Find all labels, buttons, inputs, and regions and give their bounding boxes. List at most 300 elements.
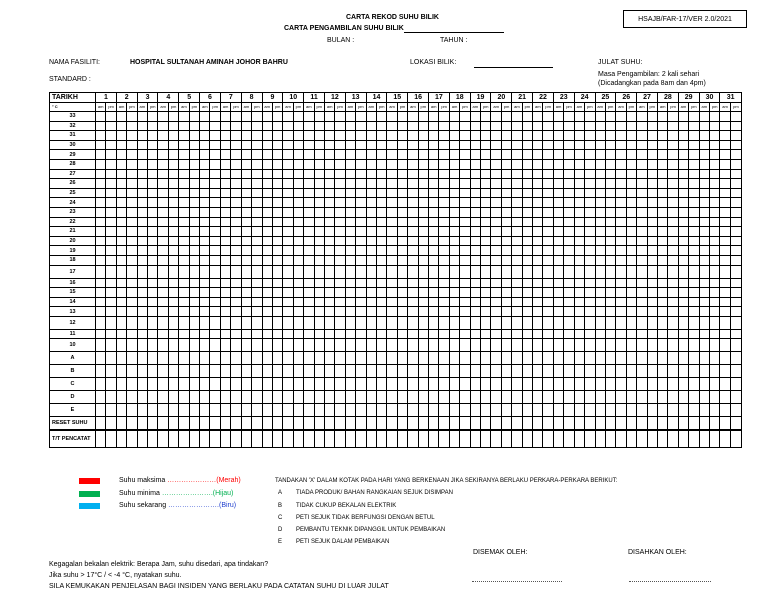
grid-cell[interactable] xyxy=(533,316,543,329)
grid-cell[interactable] xyxy=(657,169,667,179)
grid-cell[interactable] xyxy=(429,255,439,265)
grid-cell[interactable] xyxy=(616,255,626,265)
grid-cell[interactable] xyxy=(231,352,241,365)
grid-cell[interactable] xyxy=(585,227,595,237)
grid-cell[interactable] xyxy=(595,307,605,317)
grid-cell[interactable] xyxy=(345,430,355,448)
grid-cell[interactable] xyxy=(491,430,501,448)
grid-cell[interactable] xyxy=(720,391,730,404)
grid-cell[interactable] xyxy=(533,430,543,448)
grid-cell[interactable] xyxy=(356,159,366,169)
grid-cell[interactable] xyxy=(387,288,397,298)
grid-cell[interactable] xyxy=(470,236,480,246)
grid-cell[interactable] xyxy=(689,246,699,256)
grid-cell[interactable] xyxy=(148,265,158,278)
grid-cell[interactable] xyxy=(470,140,480,150)
grid-cell[interactable] xyxy=(699,278,709,288)
grid-cell[interactable] xyxy=(553,131,563,141)
grid-cell[interactable] xyxy=(137,329,147,339)
grid-cell[interactable] xyxy=(533,198,543,208)
grid-cell[interactable] xyxy=(96,169,106,179)
grid-cell[interactable] xyxy=(158,207,168,217)
grid-cell[interactable] xyxy=(387,391,397,404)
grid-cell[interactable] xyxy=(709,217,719,227)
grid-cell[interactable] xyxy=(189,227,199,237)
grid-cell[interactable] xyxy=(439,339,449,352)
grid-cell[interactable] xyxy=(449,417,459,431)
grid-cell[interactable] xyxy=(345,352,355,365)
grid-cell[interactable] xyxy=(626,236,636,246)
grid-cell[interactable] xyxy=(137,188,147,198)
grid-cell[interactable] xyxy=(137,159,147,169)
grid-cell[interactable] xyxy=(439,417,449,431)
grid-cell[interactable] xyxy=(241,297,251,307)
grid-cell[interactable] xyxy=(158,329,168,339)
grid-cell[interactable] xyxy=(605,140,615,150)
grid-cell[interactable] xyxy=(189,316,199,329)
grid-cell[interactable] xyxy=(585,378,595,391)
grid-cell[interactable] xyxy=(356,188,366,198)
grid-cell[interactable] xyxy=(439,316,449,329)
grid-cell[interactable] xyxy=(127,278,137,288)
grid-cell[interactable] xyxy=(543,227,553,237)
grid-cell[interactable] xyxy=(304,255,314,265)
grid-cell[interactable] xyxy=(533,307,543,317)
grid-cell[interactable] xyxy=(605,288,615,298)
grid-cell[interactable] xyxy=(272,352,282,365)
grid-cell[interactable] xyxy=(356,329,366,339)
grid-cell[interactable] xyxy=(335,188,345,198)
grid-cell[interactable] xyxy=(470,217,480,227)
grid-cell[interactable] xyxy=(720,150,730,160)
grid-cell[interactable] xyxy=(158,112,168,122)
grid-cell[interactable] xyxy=(116,278,126,288)
grid-cell[interactable] xyxy=(553,179,563,189)
grid-cell[interactable] xyxy=(626,316,636,329)
grid-cell[interactable] xyxy=(585,207,595,217)
grid-cell[interactable] xyxy=(179,246,189,256)
grid-cell[interactable] xyxy=(241,198,251,208)
grid-cell[interactable] xyxy=(595,404,605,417)
grid-cell[interactable] xyxy=(616,278,626,288)
grid-cell[interactable] xyxy=(189,265,199,278)
grid-cell[interactable] xyxy=(324,207,334,217)
grid-cell[interactable] xyxy=(595,391,605,404)
grid-cell[interactable] xyxy=(168,278,178,288)
grid-cell[interactable] xyxy=(262,227,272,237)
grid-cell[interactable] xyxy=(304,297,314,307)
grid-cell[interactable] xyxy=(564,307,574,317)
grid-cell[interactable] xyxy=(564,391,574,404)
grid-cell[interactable] xyxy=(304,159,314,169)
grid-cell[interactable] xyxy=(439,329,449,339)
grid-cell[interactable] xyxy=(168,430,178,448)
grid-cell[interactable] xyxy=(501,417,511,431)
grid-cell[interactable] xyxy=(574,430,584,448)
grid-cell[interactable] xyxy=(709,179,719,189)
grid-cell[interactable] xyxy=(637,365,647,378)
grid-cell[interactable] xyxy=(220,329,230,339)
grid-cell[interactable] xyxy=(605,378,615,391)
grid-cell[interactable] xyxy=(637,391,647,404)
grid-cell[interactable] xyxy=(637,169,647,179)
grid-cell[interactable] xyxy=(626,278,636,288)
grid-cell[interactable] xyxy=(252,179,262,189)
grid-cell[interactable] xyxy=(293,297,303,307)
grid-cell[interactable] xyxy=(293,217,303,227)
grid-cell[interactable] xyxy=(418,150,428,160)
grid-cell[interactable] xyxy=(96,207,106,217)
grid-cell[interactable] xyxy=(116,265,126,278)
grid-cell[interactable] xyxy=(501,297,511,307)
grid-cell[interactable] xyxy=(699,316,709,329)
grid-cell[interactable] xyxy=(106,278,116,288)
grid-cell[interactable] xyxy=(179,217,189,227)
grid-cell[interactable] xyxy=(449,391,459,404)
grid-cell[interactable] xyxy=(491,246,501,256)
grid-cell[interactable] xyxy=(158,307,168,317)
grid-cell[interactable] xyxy=(637,207,647,217)
grid-cell[interactable] xyxy=(324,404,334,417)
grid-cell[interactable] xyxy=(522,112,532,122)
grid-cell[interactable] xyxy=(605,198,615,208)
grid-cell[interactable] xyxy=(637,297,647,307)
grid-cell[interactable] xyxy=(376,352,386,365)
grid-cell[interactable] xyxy=(262,121,272,131)
grid-cell[interactable] xyxy=(605,112,615,122)
grid-cell[interactable] xyxy=(168,207,178,217)
grid-cell[interactable] xyxy=(200,169,210,179)
grid-cell[interactable] xyxy=(564,227,574,237)
grid-cell[interactable] xyxy=(335,217,345,227)
grid-cell[interactable] xyxy=(262,430,272,448)
grid-cell[interactable] xyxy=(730,169,741,179)
grid-cell[interactable] xyxy=(408,179,418,189)
grid-cell[interactable] xyxy=(616,121,626,131)
grid-cell[interactable] xyxy=(616,131,626,141)
grid-cell[interactable] xyxy=(699,236,709,246)
grid-cell[interactable] xyxy=(533,417,543,431)
grid-cell[interactable] xyxy=(668,227,678,237)
grid-cell[interactable] xyxy=(293,207,303,217)
grid-cell[interactable] xyxy=(262,365,272,378)
grid-cell[interactable] xyxy=(314,378,324,391)
grid-cell[interactable] xyxy=(689,378,699,391)
grid-cell[interactable] xyxy=(720,179,730,189)
grid-cell[interactable] xyxy=(595,159,605,169)
grid-cell[interactable] xyxy=(283,352,293,365)
grid-cell[interactable] xyxy=(262,112,272,122)
grid-cell[interactable] xyxy=(449,159,459,169)
grid-cell[interactable] xyxy=(96,236,106,246)
grid-cell[interactable] xyxy=(158,278,168,288)
grid-cell[interactable] xyxy=(418,265,428,278)
grid-cell[interactable] xyxy=(345,131,355,141)
grid-cell[interactable] xyxy=(220,365,230,378)
grid-cell[interactable] xyxy=(376,417,386,431)
grid-cell[interactable] xyxy=(96,391,106,404)
grid-cell[interactable] xyxy=(595,255,605,265)
grid-cell[interactable] xyxy=(637,140,647,150)
grid-cell[interactable] xyxy=(210,265,220,278)
grid-cell[interactable] xyxy=(387,236,397,246)
grid-cell[interactable] xyxy=(252,246,262,256)
grid-cell[interactable] xyxy=(127,246,137,256)
grid-cell[interactable] xyxy=(314,246,324,256)
grid-cell[interactable] xyxy=(324,297,334,307)
grid-cell[interactable] xyxy=(148,236,158,246)
grid-cell[interactable] xyxy=(626,121,636,131)
grid-cell[interactable] xyxy=(709,188,719,198)
grid-cell[interactable] xyxy=(595,365,605,378)
grid-cell[interactable] xyxy=(689,329,699,339)
grid-cell[interactable] xyxy=(324,365,334,378)
grid-cell[interactable] xyxy=(304,417,314,431)
grid-cell[interactable] xyxy=(366,159,376,169)
grid-cell[interactable] xyxy=(533,365,543,378)
grid-cell[interactable] xyxy=(408,198,418,208)
grid-cell[interactable] xyxy=(96,352,106,365)
grid-cell[interactable] xyxy=(647,278,657,288)
grid-cell[interactable] xyxy=(189,255,199,265)
grid-cell[interactable] xyxy=(148,352,158,365)
grid-cell[interactable] xyxy=(512,179,522,189)
grid-cell[interactable] xyxy=(543,159,553,169)
grid-cell[interactable] xyxy=(345,140,355,150)
grid-cell[interactable] xyxy=(730,207,741,217)
grid-cell[interactable] xyxy=(491,207,501,217)
grid-cell[interactable] xyxy=(553,207,563,217)
grid-cell[interactable] xyxy=(137,404,147,417)
grid-cell[interactable] xyxy=(314,150,324,160)
grid-cell[interactable] xyxy=(158,246,168,256)
grid-cell[interactable] xyxy=(376,339,386,352)
grid-cell[interactable] xyxy=(272,417,282,431)
grid-cell[interactable] xyxy=(709,404,719,417)
grid-cell[interactable] xyxy=(512,339,522,352)
grid-cell[interactable] xyxy=(345,246,355,256)
grid-cell[interactable] xyxy=(168,417,178,431)
grid-cell[interactable] xyxy=(449,278,459,288)
grid-cell[interactable] xyxy=(283,179,293,189)
grid-cell[interactable] xyxy=(116,112,126,122)
grid-cell[interactable] xyxy=(730,131,741,141)
grid-cell[interactable] xyxy=(657,207,667,217)
grid-cell[interactable] xyxy=(543,246,553,256)
grid-cell[interactable] xyxy=(335,255,345,265)
grid-cell[interactable] xyxy=(220,255,230,265)
grid-cell[interactable] xyxy=(553,169,563,179)
grid-cell[interactable] xyxy=(470,131,480,141)
grid-cell[interactable] xyxy=(283,307,293,317)
grid-cell[interactable] xyxy=(262,278,272,288)
grid-cell[interactable] xyxy=(657,329,667,339)
grid-cell[interactable] xyxy=(252,188,262,198)
grid-cell[interactable] xyxy=(158,121,168,131)
grid-cell[interactable] xyxy=(668,417,678,431)
grid-cell[interactable] xyxy=(512,404,522,417)
grid-cell[interactable] xyxy=(605,255,615,265)
grid-cell[interactable] xyxy=(574,329,584,339)
grid-cell[interactable] xyxy=(356,417,366,431)
grid-cell[interactable] xyxy=(501,316,511,329)
grid-cell[interactable] xyxy=(220,198,230,208)
grid-cell[interactable] xyxy=(293,378,303,391)
grid-cell[interactable] xyxy=(429,198,439,208)
grid-cell[interactable] xyxy=(345,217,355,227)
grid-cell[interactable] xyxy=(231,217,241,227)
grid-cell[interactable] xyxy=(272,198,282,208)
grid-cell[interactable] xyxy=(720,404,730,417)
grid-cell[interactable] xyxy=(626,198,636,208)
grid-cell[interactable] xyxy=(262,288,272,298)
grid-cell[interactable] xyxy=(595,140,605,150)
grid-cell[interactable] xyxy=(699,188,709,198)
grid-cell[interactable] xyxy=(356,430,366,448)
grid-cell[interactable] xyxy=(501,339,511,352)
grid-cell[interactable] xyxy=(668,404,678,417)
grid-cell[interactable] xyxy=(283,207,293,217)
grid-cell[interactable] xyxy=(189,391,199,404)
grid-cell[interactable] xyxy=(314,339,324,352)
grid-cell[interactable] xyxy=(387,198,397,208)
grid-cell[interactable] xyxy=(96,288,106,298)
grid-cell[interactable] xyxy=(137,150,147,160)
grid-cell[interactable] xyxy=(668,159,678,169)
grid-cell[interactable] xyxy=(470,112,480,122)
grid-cell[interactable] xyxy=(543,404,553,417)
grid-cell[interactable] xyxy=(397,316,407,329)
grid-cell[interactable] xyxy=(106,365,116,378)
grid-cell[interactable] xyxy=(293,329,303,339)
grid-cell[interactable] xyxy=(657,391,667,404)
grid-cell[interactable] xyxy=(335,227,345,237)
grid-cell[interactable] xyxy=(678,140,688,150)
grid-cell[interactable] xyxy=(252,339,262,352)
grid-cell[interactable] xyxy=(678,352,688,365)
grid-cell[interactable] xyxy=(533,121,543,131)
grid-cell[interactable] xyxy=(200,207,210,217)
grid-cell[interactable] xyxy=(564,207,574,217)
grid-cell[interactable] xyxy=(543,255,553,265)
grid-cell[interactable] xyxy=(533,169,543,179)
grid-cell[interactable] xyxy=(481,188,491,198)
grid-cell[interactable] xyxy=(148,404,158,417)
grid-cell[interactable] xyxy=(730,378,741,391)
grid-cell[interactable] xyxy=(96,430,106,448)
grid-cell[interactable] xyxy=(179,329,189,339)
grid-cell[interactable] xyxy=(324,179,334,189)
grid-cell[interactable] xyxy=(96,365,106,378)
grid-cell[interactable] xyxy=(647,288,657,298)
grid-cell[interactable] xyxy=(709,307,719,317)
grid-cell[interactable] xyxy=(543,391,553,404)
grid-cell[interactable] xyxy=(730,430,741,448)
grid-cell[interactable] xyxy=(116,236,126,246)
grid-cell[interactable] xyxy=(449,265,459,278)
grid-cell[interactable] xyxy=(678,391,688,404)
grid-cell[interactable] xyxy=(512,246,522,256)
grid-cell[interactable] xyxy=(418,378,428,391)
grid-cell[interactable] xyxy=(491,417,501,431)
grid-cell[interactable] xyxy=(522,288,532,298)
grid-cell[interactable] xyxy=(148,217,158,227)
grid-cell[interactable] xyxy=(626,352,636,365)
grid-cell[interactable] xyxy=(626,140,636,150)
grid-cell[interactable] xyxy=(148,255,158,265)
grid-cell[interactable] xyxy=(689,179,699,189)
grid-cell[interactable] xyxy=(657,217,667,227)
grid-cell[interactable] xyxy=(127,112,137,122)
grid-cell[interactable] xyxy=(543,316,553,329)
grid-cell[interactable] xyxy=(356,365,366,378)
grid-cell[interactable] xyxy=(501,159,511,169)
grid-cell[interactable] xyxy=(408,246,418,256)
grid-cell[interactable] xyxy=(689,255,699,265)
grid-cell[interactable] xyxy=(116,150,126,160)
grid-cell[interactable] xyxy=(616,316,626,329)
grid-cell[interactable] xyxy=(366,236,376,246)
grid-cell[interactable] xyxy=(210,297,220,307)
grid-cell[interactable] xyxy=(366,365,376,378)
grid-cell[interactable] xyxy=(470,121,480,131)
grid-cell[interactable] xyxy=(335,365,345,378)
grid-cell[interactable] xyxy=(252,404,262,417)
grid-cell[interactable] xyxy=(564,352,574,365)
grid-cell[interactable] xyxy=(397,329,407,339)
grid-cell[interactable] xyxy=(397,339,407,352)
grid-cell[interactable] xyxy=(626,159,636,169)
grid-cell[interactable] xyxy=(189,188,199,198)
grid-cell[interactable] xyxy=(512,265,522,278)
grid-cell[interactable] xyxy=(699,339,709,352)
grid-cell[interactable] xyxy=(657,112,667,122)
grid-cell[interactable] xyxy=(148,131,158,141)
grid-cell[interactable] xyxy=(553,150,563,160)
grid-cell[interactable] xyxy=(137,121,147,131)
grid-cell[interactable] xyxy=(439,255,449,265)
grid-cell[interactable] xyxy=(720,188,730,198)
grid-cell[interactable] xyxy=(720,297,730,307)
grid-cell[interactable] xyxy=(200,227,210,237)
grid-cell[interactable] xyxy=(262,131,272,141)
grid-cell[interactable] xyxy=(533,150,543,160)
grid-cell[interactable] xyxy=(408,217,418,227)
grid-cell[interactable] xyxy=(148,297,158,307)
grid-cell[interactable] xyxy=(574,169,584,179)
grid-cell[interactable] xyxy=(304,236,314,246)
grid-cell[interactable] xyxy=(553,365,563,378)
grid-cell[interactable] xyxy=(460,112,470,122)
grid-cell[interactable] xyxy=(730,121,741,131)
grid-cell[interactable] xyxy=(335,150,345,160)
grid-cell[interactable] xyxy=(533,188,543,198)
grid-cell[interactable] xyxy=(626,404,636,417)
grid-cell[interactable] xyxy=(324,236,334,246)
grid-cell[interactable] xyxy=(96,307,106,317)
grid-cell[interactable] xyxy=(564,378,574,391)
grid-cell[interactable] xyxy=(179,365,189,378)
grid-cell[interactable] xyxy=(210,316,220,329)
grid-cell[interactable] xyxy=(720,121,730,131)
grid-cell[interactable] xyxy=(564,217,574,227)
grid-cell[interactable] xyxy=(366,169,376,179)
grid-cell[interactable] xyxy=(574,288,584,298)
grid-cell[interactable] xyxy=(689,417,699,431)
grid-cell[interactable] xyxy=(272,121,282,131)
grid-cell[interactable] xyxy=(293,255,303,265)
grid-cell[interactable] xyxy=(533,159,543,169)
